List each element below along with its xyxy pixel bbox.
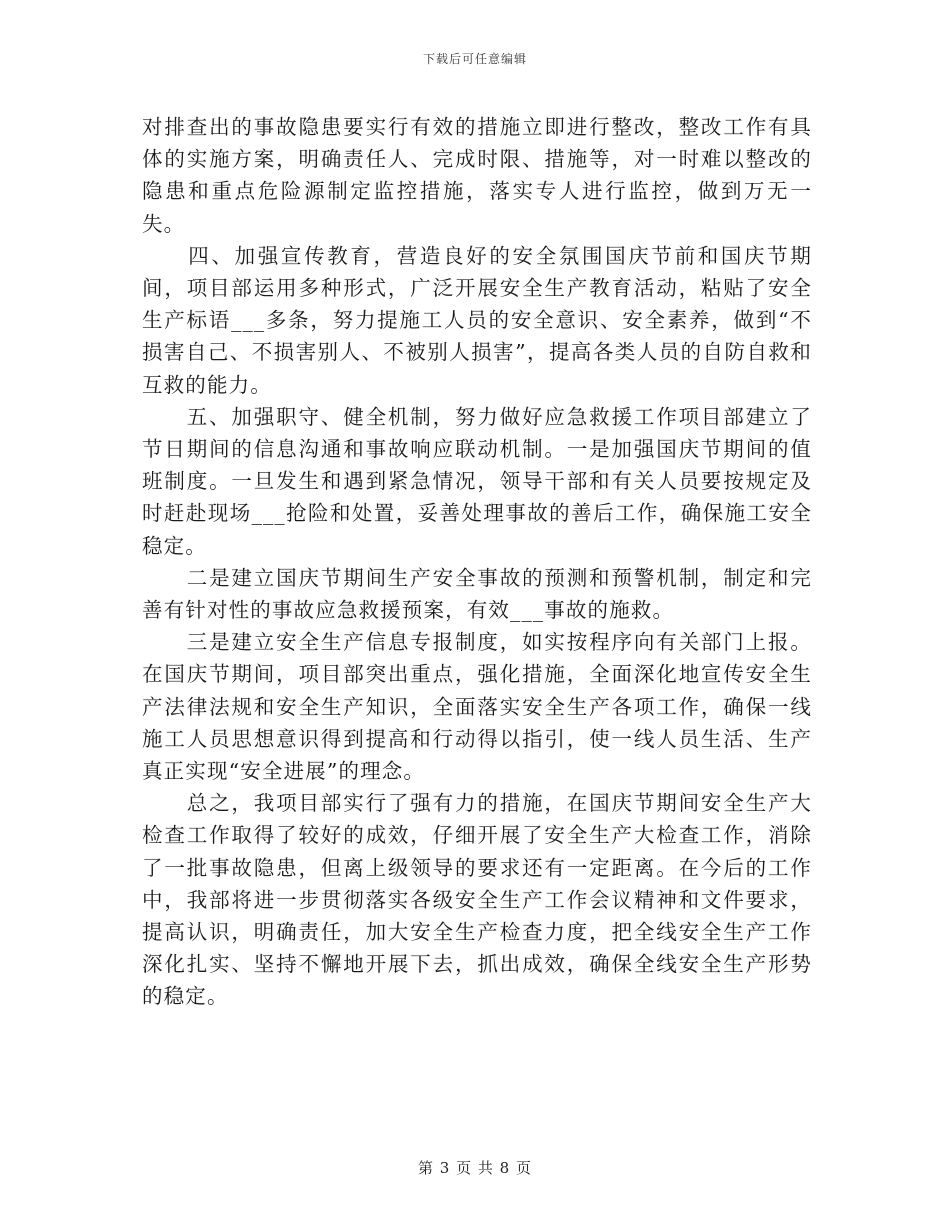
paragraph-summary: 总之，我项目部实行了强有力的措施，在国庆节期间安全生产大检查工作取得了较好的成效，仔细开展了安全生产大检查工作，消除了一批事故隐患，但离上级领导的要求还有一定距离。在今后的工作中，我部将进一步贯彻落实各级安全生产工作会议精神和文件要求，提高认识，明确责任，加大安全生产检查力度，把全线安全生产工作深化扎实、坚持不懈地开展下去，抓出成效，确保全线安全生产形势的稳定。 <box>142 791 812 1009</box>
paragraph-rectification: 对排查出的事故隐患要实行有效的措施立即进行整改，整改工作有具体的实施方案，明确责任人、完成时限、措施等，对一时难以整改的隐患和重点危险源制定监控措施，落实专人进行监控，做到万无一失。 <box>142 115 812 236</box>
paragraph-duty-mechanism: 五、加强职守、健全机制，努力做好应急救援工作项目部建立了节日期间的信息沟通和事故响应联动机制。一是加强国庆节期间的值班制度。一旦发生和遇到紧急情况，领导干部和有关人员要按规定及时赶赴现场___抢险和处置，妥善处理事故的善后工作，确保施工安全稳定。 <box>142 404 812 558</box>
paragraph-early-warning: 二是建立国庆节期间生产安全事故的预测和预警机制，制定和完善有针对性的事故应急救援预案，有效___事故的施救。 <box>142 565 812 623</box>
document-body <box>142 111 812 1013</box>
page-number-indicator: 第 3 页 共 8 页 <box>418 1159 532 1177</box>
paragraph-publicity-education: 四、加强宣传教育，营造良好的安全氛围国庆节前和国庆节期间，项目部运用多种形式，广泛开展安全生产教育活动，粘贴了安全生产标语___多条，努力提施工人员的安全意识、安全素养，做到“不损害自己、不损害别人、不被别人损害”，提高各类人员的自防自救和互救的能力。 <box>142 243 812 397</box>
paragraph-info-reporting: 三是建立安全生产信息专报制度，如实按程序向有关部门上报。在国庆节期间，项目部突出重点，强化措施，全面深化地宣传安全生产法律法规和安全生产知识，全面落实安全生产各项工作，确保一线施工人员思想意识得到提高和行动得以指引，使一线人员生活、生产真正实现“安全进展”的理念。 <box>142 630 812 784</box>
page-header-note: 下载后可任意编辑 <box>422 52 527 66</box>
